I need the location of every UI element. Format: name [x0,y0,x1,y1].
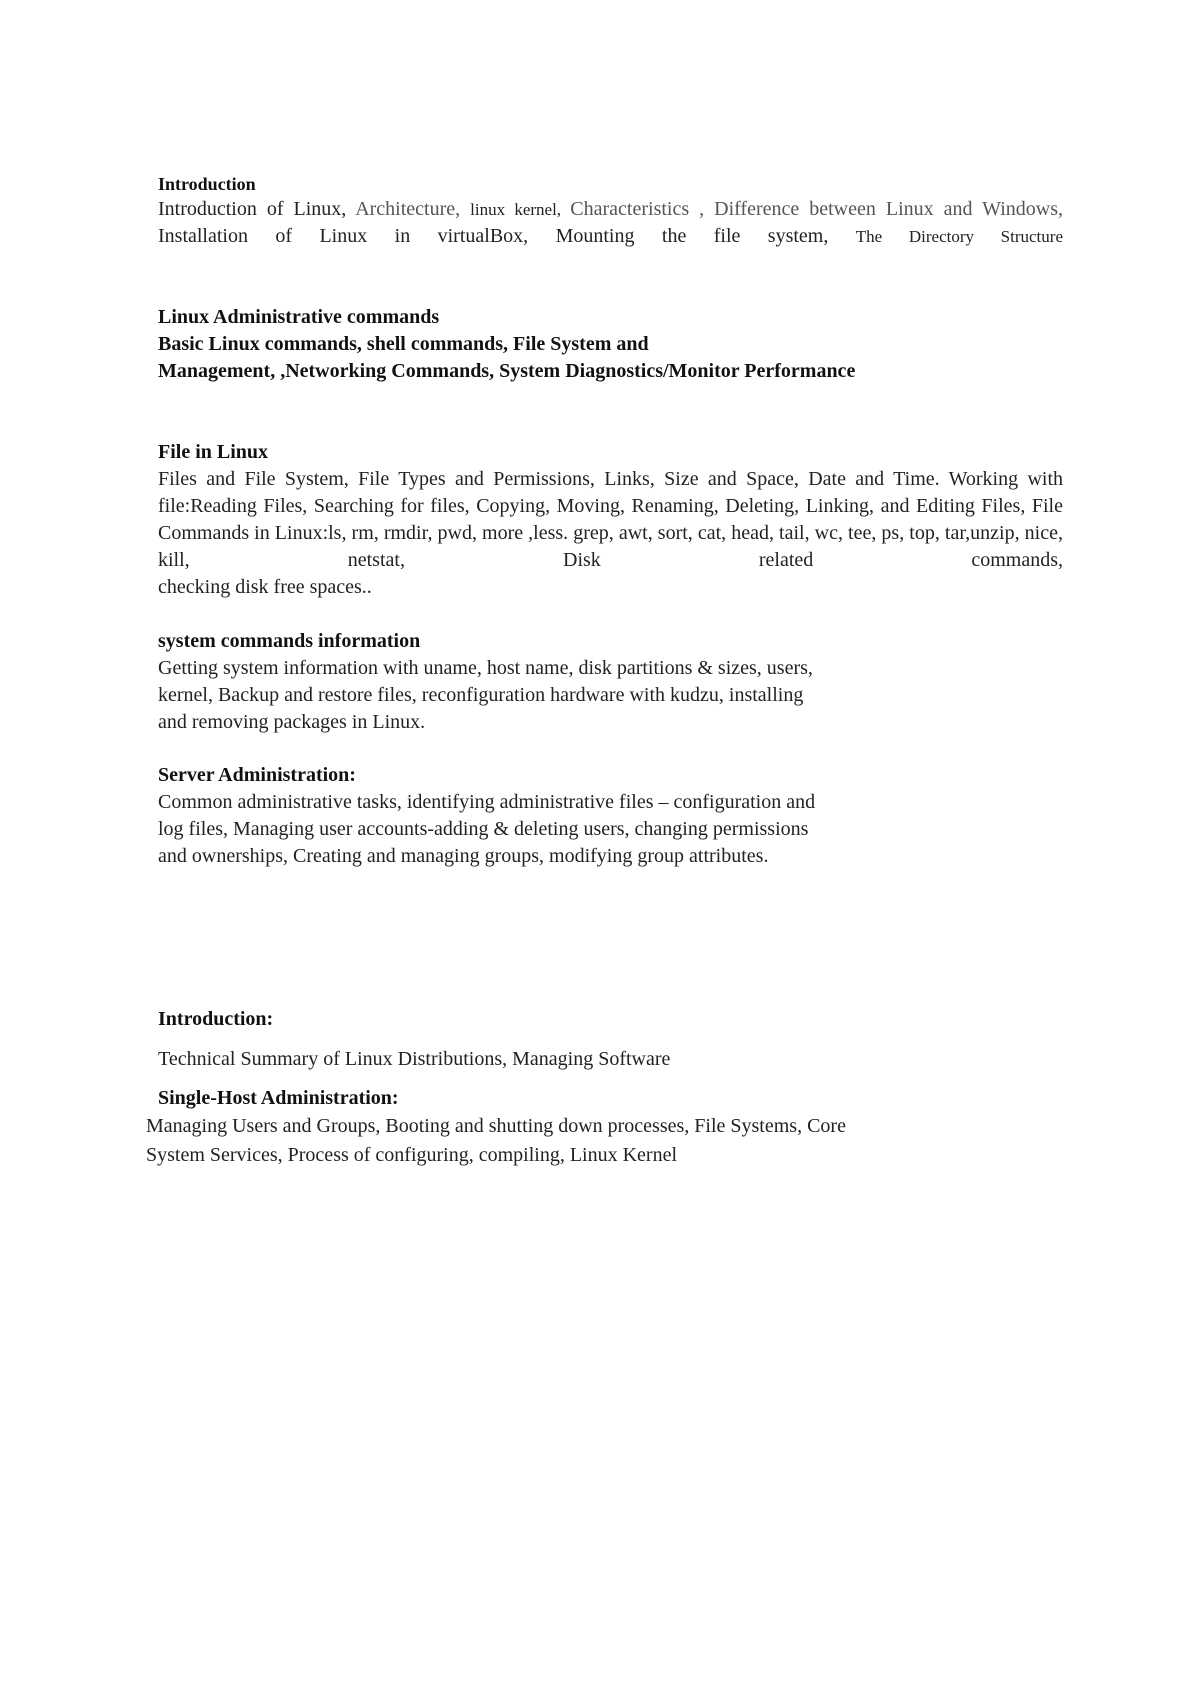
body-part: Installation of Linux in virtualBox, Mounting the file system, [158,225,856,247]
section-line: System Services, Process of configuring, compiling, Linux Kernel [146,1144,678,1166]
section-heading: Linux Administrative commands [158,306,440,328]
section-body-last-line: checking disk free spaces.. [158,576,372,598]
body-part: Architecture, [355,198,471,220]
section-line: and ownerships, Creating and managing groups, modifying group attributes. [158,845,769,867]
section-line: and removing packages in Linux. [158,711,426,733]
body-part: Characteristics , Difference between Linux and Windows, [570,198,1064,220]
section-heading: Introduction: [158,1008,274,1030]
body-part: Introduction of Linux, [158,198,356,220]
section-file-in-linux [158,439,1063,601]
section-line: Common administrative tasks, identifying administrative files – configuration and [158,791,816,813]
section-line: kernel, Backup and restore files, reconfiguration hardware with kudzu, installing [158,684,804,706]
section-heading: Introduction [158,174,256,194]
section-heading: system commands information [158,630,421,652]
body-part: linux kernel, [470,200,571,219]
section-introduction-2 [158,1006,1063,1073]
section-introduction [158,172,1063,250]
body-part: The Directory Structure [855,227,1063,246]
section-heading-line: Management, ,Networking Commands, System Diagnostics/Monitor Performance [158,360,856,382]
section-admin-commands [158,304,1063,385]
section-line: log files, Managing user accounts-adding & deleting users, changing permissions [158,818,809,840]
section-line: Managing Users and Groups, Booting and shutting down processes, File Systems, Core [146,1115,846,1137]
section-body [158,196,1063,250]
section-heading-line: Basic Linux commands, shell commands, File System and [158,333,649,355]
section-single-host-administration [146,1085,1063,1170]
section-server-administration [158,762,1063,870]
section-body: Technical Summary of Linux Distributions, Managing Software [158,1048,671,1070]
section-body: Files and File System, File Types and Permissions, Links, Size and Space, Date and Time. Working with file:Reading Files, Searching for files, Copying, Moving, Renaming, Deleting, Linking, and Editing Files, File Commands in Linux:ls, rm, rmdir, pwd, more ,less. grep, awt, sort, cat, head, tail, wc, tee, ps, top, tar,unzip, nice, kill, netstat, Disk related commands, [158,468,1063,571]
section-heading: Single-Host Administration: [158,1087,399,1109]
section-heading: File in Linux [158,441,269,463]
section-line: Getting system information with uname, host name, disk partitions & sizes, users, [158,657,813,679]
section-system-commands [158,628,1063,736]
section-heading: Server Administration: [158,764,356,786]
